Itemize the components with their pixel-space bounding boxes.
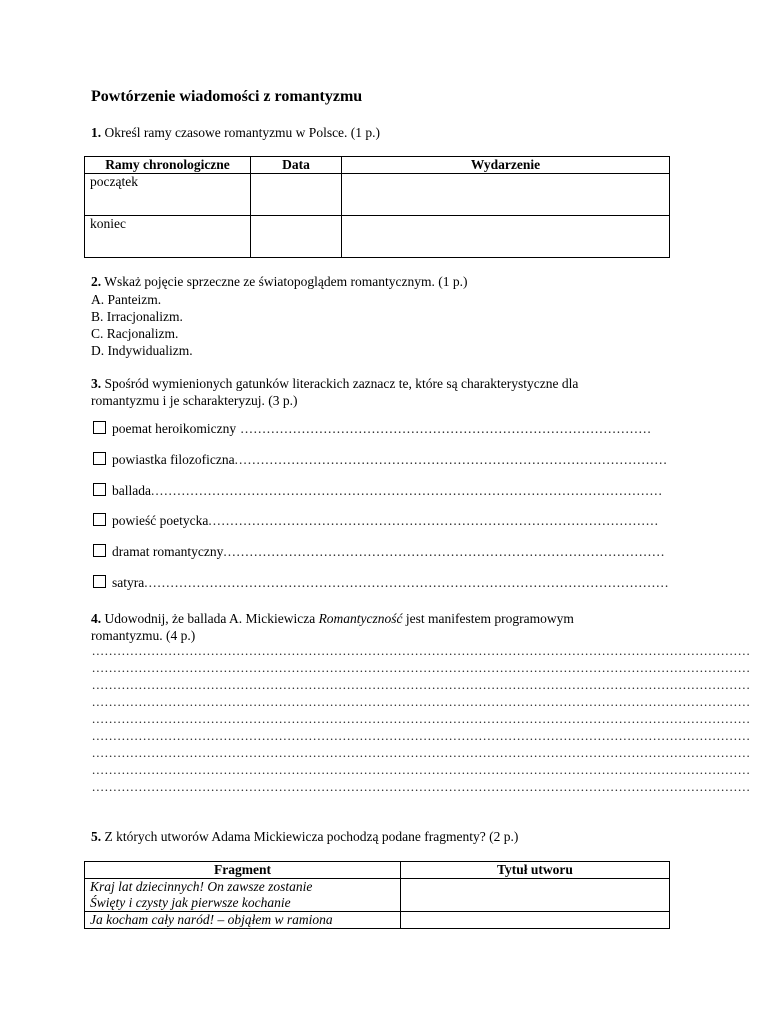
fragment-cell bbox=[85, 912, 401, 929]
question-1 bbox=[91, 124, 380, 141]
question-4-title-italic: Romantyczność bbox=[318, 611, 403, 626]
fragment-line: Kraj lat dziecinnych! On zawsze zostanie bbox=[90, 879, 313, 894]
page-title: Powtórzenie wiadomości z romantyzmu bbox=[91, 88, 363, 105]
genre-label: powiastka filozoficzna bbox=[112, 452, 235, 467]
question-4-text-before: Udowodnij, że ballada A. Mickiewicza bbox=[104, 611, 319, 626]
question-5 bbox=[91, 828, 518, 845]
question-5-text: Z których utworów Adama Mickiewicza pochodzą podane fragmenty? (2 p.) bbox=[104, 829, 519, 844]
genre-label: dramat romantyczny bbox=[112, 544, 224, 559]
checkbox[interactable] bbox=[93, 513, 106, 526]
answer-line[interactable]: ........................................................................................................................................................... bbox=[92, 694, 751, 709]
chronology-table bbox=[84, 156, 670, 258]
event-cell-poczatek[interactable] bbox=[342, 174, 670, 216]
checkbox[interactable] bbox=[93, 483, 106, 496]
genre-item: dramat romantyczny..................................................................................................... bbox=[93, 543, 663, 560]
row-label-poczatek: początek bbox=[85, 174, 251, 216]
answer-line[interactable]: ........................................................................................................................................................... bbox=[92, 660, 751, 675]
answer-line[interactable]: ........................................................................................................................................................... bbox=[92, 762, 751, 777]
header-data: Data bbox=[251, 157, 342, 174]
option-d[interactable]: D. Indywidualizm. bbox=[91, 343, 193, 358]
title-cell[interactable] bbox=[401, 912, 670, 929]
fragment-cell bbox=[85, 879, 401, 912]
genre-item: powieść poetycka....................................................................................................... bbox=[93, 512, 663, 529]
fragments-table bbox=[84, 861, 670, 929]
question-3-number: 3. bbox=[91, 376, 102, 391]
genre-item: satyra........................................................................................................................ bbox=[93, 574, 663, 591]
genre-item: poemat heroikomiczny .............................................................................................. bbox=[93, 420, 663, 437]
genre-label: satyra bbox=[112, 575, 145, 590]
title-cell[interactable] bbox=[401, 879, 670, 912]
option-b[interactable]: B. Irracjonalizm. bbox=[91, 309, 183, 324]
table-row bbox=[85, 912, 670, 929]
genre-label: poemat heroikomiczny bbox=[112, 421, 237, 436]
header-tytul: Tytuł utworu bbox=[401, 862, 670, 879]
question-2-text: Wskaż pojęcie sprzeczne ze światopoglądem romantycznym. (1 p.) bbox=[104, 274, 468, 289]
question-2-number: 2. bbox=[91, 274, 102, 289]
answer-line[interactable]: ........................................................................................................................................................... bbox=[92, 711, 751, 726]
question-4-text-line2: romantyzmu. (4 p.) bbox=[91, 628, 196, 643]
question-1-number: 1. bbox=[91, 125, 102, 140]
question-4-number: 4. bbox=[91, 611, 102, 626]
answer-line[interactable]: ........................................................................................................................................................... bbox=[92, 745, 751, 760]
question-1-text: Określ ramy czasowe romantyzmu w Polsce. (1 p.) bbox=[104, 125, 381, 140]
genre-label: ballada bbox=[112, 483, 151, 498]
table-row bbox=[85, 879, 670, 912]
genre-label: powieść poetycka bbox=[112, 513, 209, 528]
genre-item: ballada..................................................................................................................... bbox=[93, 482, 663, 499]
answer-line[interactable]: ........................................................................................................................................................... bbox=[92, 677, 751, 692]
question-3-text-line2: romantyzmu i je scharakteryzuj. (3 p.) bbox=[91, 393, 298, 408]
header-fragment: Fragment bbox=[85, 862, 401, 879]
genre-item: powiastka filozoficzna................................................................................................... bbox=[93, 451, 663, 468]
question-4 bbox=[91, 610, 574, 627]
fragment-line: Święty i czysty jak pierwsze kochanie bbox=[90, 895, 291, 910]
header-wydarzenie: Wydarzenie bbox=[342, 157, 670, 174]
question-5-number: 5. bbox=[91, 829, 102, 844]
header-ramy: Ramy chronologiczne bbox=[85, 157, 251, 174]
table-row bbox=[85, 174, 670, 216]
fragment-line: Ja kocham cały naród! – objąłem w ramiona bbox=[90, 912, 333, 927]
question-3 bbox=[91, 375, 578, 392]
answer-line[interactable]: ........................................................................................................................................................... bbox=[92, 779, 751, 794]
event-cell-koniec[interactable] bbox=[342, 216, 670, 258]
table-row bbox=[85, 216, 670, 258]
checkbox[interactable] bbox=[93, 452, 106, 465]
question-2 bbox=[91, 273, 468, 290]
answer-line[interactable]: ........................................................................................................................................................... bbox=[92, 643, 751, 658]
option-a[interactable]: A. Panteizm. bbox=[91, 292, 162, 307]
question-4-text-after: jest manifestem programowym bbox=[402, 611, 574, 626]
checkbox[interactable] bbox=[93, 544, 106, 557]
checkbox[interactable] bbox=[93, 575, 106, 588]
date-cell-koniec[interactable] bbox=[251, 216, 342, 258]
question-3-text-line1: Spośród wymienionych gatunków literackich zaznacz te, które są charakterystyczne dla bbox=[104, 376, 579, 391]
answer-line[interactable]: ........................................................................................................................................................... bbox=[92, 728, 751, 743]
option-c[interactable]: C. Racjonalizm. bbox=[91, 326, 179, 341]
date-cell-poczatek[interactable] bbox=[251, 174, 342, 216]
checkbox[interactable] bbox=[93, 421, 106, 434]
row-label-koniec: koniec bbox=[85, 216, 251, 258]
